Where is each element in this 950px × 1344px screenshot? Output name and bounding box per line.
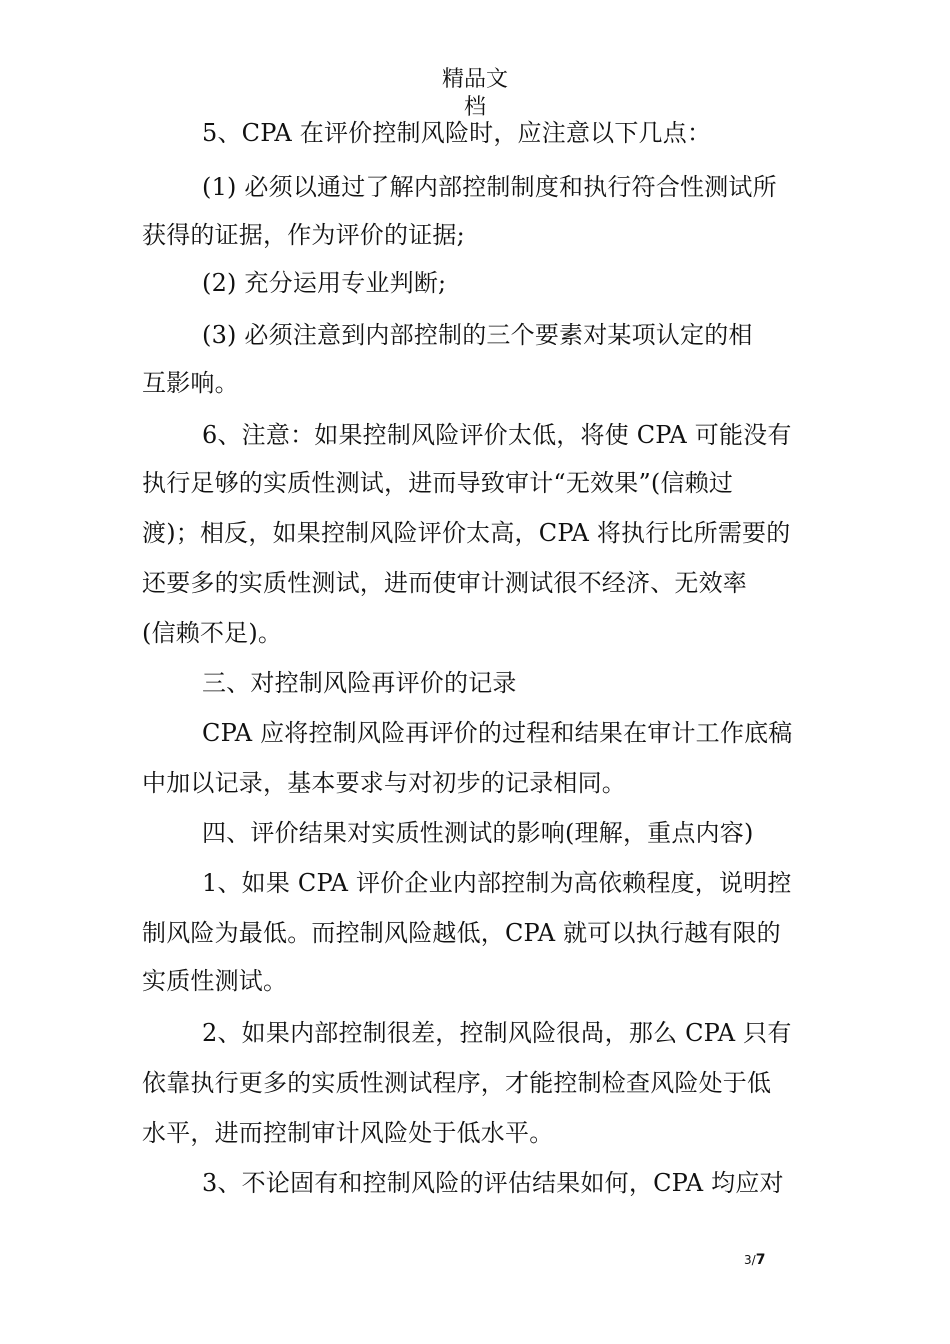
- point-1-line-3: 实质性测试。: [142, 967, 288, 995]
- header-line-2: 档: [463, 95, 486, 120]
- point-2-line-3: 水平，进而控制审计风险处于低水平。: [142, 1119, 554, 1147]
- point-2-line-2: 依靠执行更多的实质性测试程序，才能控制检查风险处于低: [142, 1069, 772, 1097]
- section-3-line-1: CPA 应将控制风险再评价的过程和结果在审计工作底稿: [202, 719, 793, 747]
- page-number: [744, 1253, 765, 1267]
- page-current: 3/: [744, 1253, 756, 1267]
- page-total: 7: [755, 1252, 766, 1268]
- paragraph-5-line-1: 5、CPA 在评价控制风险时，应注意以下几点：: [202, 119, 712, 147]
- paragraph-6-line-4: 还要多的实质性测试，进而使审计测试很不经济、无效率: [142, 569, 747, 597]
- paragraph-6-line-2: 执行足够的实质性测试，进而导致审计“无效果”(信赖过: [142, 469, 734, 497]
- item-2-line-1: (2) 充分运用专业判断;: [202, 269, 447, 297]
- item-1-line-1: (1) 必须以通过了解内部控制制度和执行符合性测试所: [202, 173, 777, 201]
- point-1-line-1: 1、如果 CPA 评价企业内部控制为高依赖程度，说明控: [202, 869, 792, 897]
- header-line-1: 精品文: [441, 67, 508, 92]
- section-4-heading: 四、评价结果对实质性测试的影响(理解，重点内容): [202, 819, 754, 847]
- point-1-line-2: 制风险为最低。而控制风险越低，CPA 就可以执行越有限的: [142, 919, 781, 947]
- paragraph-6-line-5: (信赖不足)。: [142, 619, 283, 647]
- page-header: [0, 66, 950, 122]
- section-3-heading: 三、对控制风险再评价的记录: [202, 669, 517, 697]
- item-3-line-2: 互影响。: [142, 369, 239, 397]
- point-3-line-1: 3、不论固有和控制风险的评估结果如何，CPA 均应对: [202, 1169, 784, 1197]
- paragraph-6-line-1: 6、注意：如果控制风险评价太低，将使 CPA 可能没有: [202, 421, 792, 449]
- item-3-line-1: (3) 必须注意到内部控制的三个要素对某项认定的相: [202, 321, 753, 349]
- paragraph-6-line-3: 渡)；相反，如果控制风险评价太高，CPA 将执行比所需要的: [142, 519, 791, 547]
- section-3-line-2: 中加以记录，基本要求与对初步的记录相同。: [142, 769, 626, 797]
- point-2-line-1: 2、如果内部控制很差，控制风险很咼，那么 CPA 只有: [202, 1019, 792, 1047]
- item-1-line-2: 获得的证据，作为评价的证据;: [142, 221, 465, 249]
